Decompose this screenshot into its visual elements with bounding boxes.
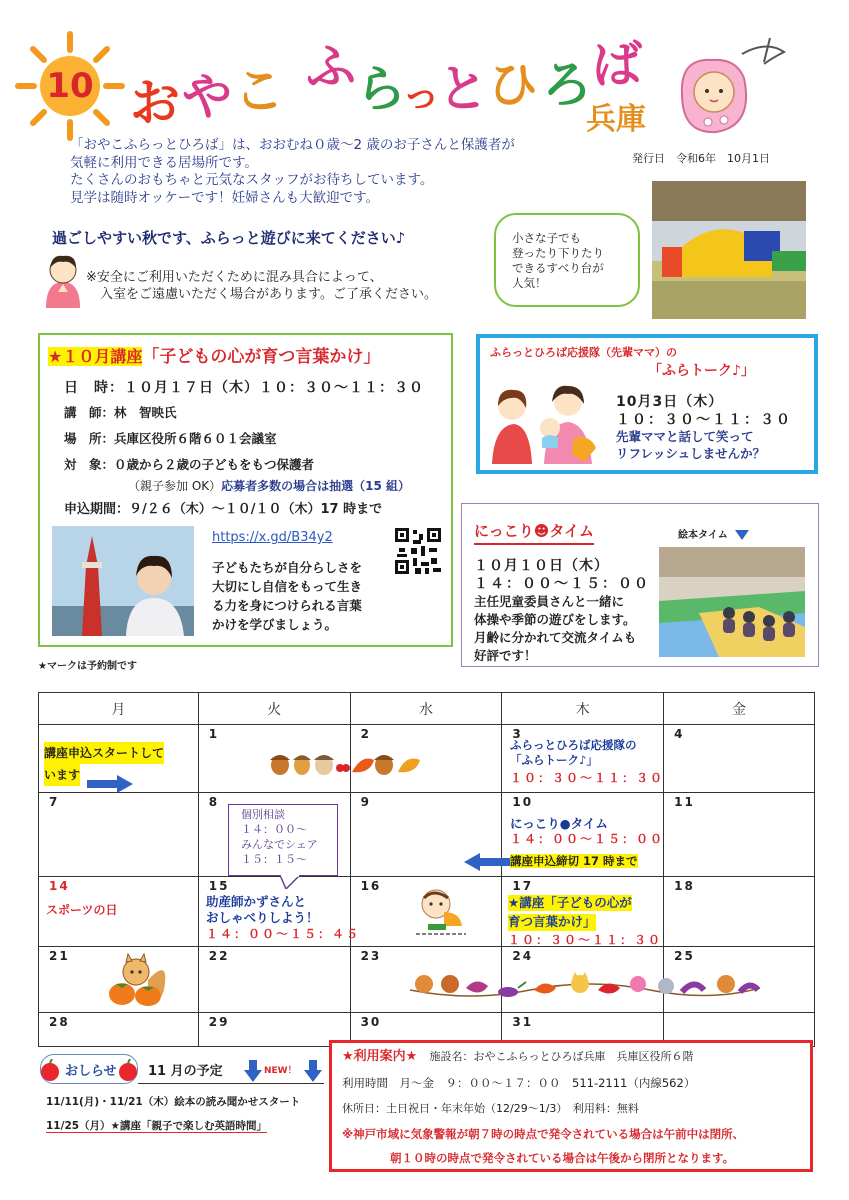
- lecture-details: [64, 376, 424, 478]
- furatalk-desc: リフレッシュしませんか？: [616, 445, 766, 461]
- event-time: １４：００〜１５：４５: [206, 926, 361, 941]
- event-time: １０：３０〜１１：３０: [508, 932, 663, 947]
- day-number: 8: [208, 795, 220, 809]
- day-number: 7: [49, 795, 60, 809]
- furatalk-details: [616, 393, 792, 462]
- consult-line: １４：００〜: [241, 823, 307, 836]
- issue-date: 発行日 令和6年 10月1日: [632, 152, 770, 165]
- event-line: ふらっとひろば応援隊の: [510, 738, 637, 752]
- day-number: 17: [512, 879, 534, 893]
- issue-number: 10: [46, 66, 94, 106]
- arrow-down-icon: [244, 1060, 262, 1082]
- lecture-speaker: 講 師：林 智映氏: [64, 405, 177, 420]
- nikkori-time: １４：００〜１５：００: [474, 576, 650, 593]
- day-number: 28: [49, 1015, 70, 1029]
- sun-icon: [14, 30, 126, 142]
- lecture-note-prefix: （親子参加 OK）: [128, 479, 222, 493]
- event-line: 育つ言葉かけ」: [508, 914, 596, 930]
- crawling-baby-icon: [414, 886, 468, 936]
- note-line: ※安全にご利用いただくために混み具合によって、: [86, 270, 383, 285]
- new-badge: NEW！: [264, 1066, 297, 1076]
- notice-title: 11 月の予定: [148, 1064, 223, 1079]
- nikkori-date: １０月１０日（木）: [474, 558, 609, 574]
- lecture-datetime: 日 時：１０月１７日（木）１０：３０〜１１：３０: [64, 380, 424, 396]
- usage-closed: 休所日：土日祝日・年末年始（12/29〜1/3） 利用料：無料: [342, 1102, 639, 1115]
- day-number: 24: [512, 949, 534, 963]
- calendar-cell: [198, 947, 350, 1013]
- note-line: 入室をご遠慮いただく場合があります。ご了承ください。: [100, 286, 437, 302]
- day-number: 10: [512, 795, 534, 809]
- calendar-cell: [664, 877, 815, 947]
- day-number: 9: [360, 795, 371, 809]
- qr-code[interactable]: [395, 528, 441, 574]
- acorn-leaves-decoration: [266, 748, 422, 778]
- weekday-fri: 金: [664, 693, 815, 725]
- deadline-text: 講座申込締切 17 時まで: [510, 854, 638, 869]
- event-line: 助産師かずさんと: [206, 894, 307, 909]
- title-char: ろ: [542, 56, 592, 114]
- arrow-down-icon: [735, 530, 749, 540]
- slide-photo: [652, 181, 806, 319]
- calendar-cell: [664, 725, 815, 793]
- notice-badge-text: おしらせ: [65, 1064, 117, 1079]
- speaker-photo: [52, 526, 194, 636]
- title-char: ふ: [306, 38, 356, 96]
- weekday-wed: 水: [350, 693, 502, 725]
- event-line: ★講座「子どもの心が: [508, 895, 632, 910]
- day-number: 29: [208, 1015, 230, 1029]
- nikkori-photo: [659, 547, 805, 657]
- calendar-cell: [39, 1013, 199, 1047]
- notice-header: [138, 1060, 324, 1084]
- desc-line: 子どもたちが自分らしさを: [212, 560, 363, 575]
- page-title: [130, 36, 660, 140]
- day-number: 3: [512, 727, 523, 741]
- day-number: 23: [360, 949, 382, 963]
- lecture-start-note: [44, 742, 164, 786]
- day-number: 4: [674, 727, 685, 741]
- nikkori-desc: 好評です！: [474, 648, 537, 664]
- event-line: おしゃべりしよう！: [206, 910, 319, 926]
- notice-badge: [40, 1054, 138, 1084]
- intro-text: [70, 137, 515, 207]
- intro-line: 見学は随時オッケーです！妊婦さんも大歓迎です。: [70, 189, 380, 206]
- usage-hours: 利用時間 月〜金 ９：００〜１７：００ 511-2111（内線562）: [342, 1076, 696, 1090]
- day-number: 21: [49, 949, 70, 963]
- furatalk-date: 10月3日（木）: [616, 394, 724, 410]
- speech-bubble: [494, 213, 640, 307]
- usage-warning: ※神戸市域に気象警報が朝７時の時点で発令されている場合は午前中は閉所、: [342, 1127, 745, 1141]
- nikkori-desc: 体操や季節の遊びをします。: [474, 612, 636, 628]
- nikkori-event: [510, 816, 664, 848]
- desc-line: 大切にし自信をもって生き: [212, 579, 363, 594]
- picture-book-text: 絵本タイム: [678, 530, 728, 541]
- furatalk-time: １０：３０〜１１：３０: [616, 412, 792, 429]
- title-suffix: 兵庫: [586, 102, 646, 137]
- day-number: 16: [360, 879, 382, 893]
- start-line: います: [44, 764, 80, 786]
- day-number: 15: [208, 879, 230, 893]
- furatalk-label: ふらっとひろば応援隊（先輩ママ）の: [490, 346, 677, 359]
- desc-line: かけを学びましょう。: [212, 617, 338, 632]
- title-char: っ: [402, 73, 441, 117]
- callout-tail: [280, 875, 300, 889]
- stork-baby-icon: [672, 34, 792, 138]
- event-line: 「ふらトーク♪」: [510, 752, 598, 767]
- squirrel-persimmon-icon: [104, 950, 172, 1008]
- bubble-line: できるすべり台が: [512, 260, 604, 275]
- weekday-thu: 木: [502, 693, 664, 725]
- lecture-description: [212, 558, 362, 634]
- title-char: こ: [234, 62, 284, 120]
- consult-line: 個別相談: [241, 808, 285, 821]
- nikkori-details: [474, 557, 650, 665]
- consultation-callout: [228, 804, 338, 876]
- nikkori-desc: 月齢に分かれて交流タイムも: [474, 630, 637, 646]
- bubble-line: 小さな子でも: [512, 231, 581, 245]
- intro-line: たくさんのおもちゃと元気なスタッフがお待ちしています。: [70, 172, 434, 189]
- mothers-illustration: [488, 378, 598, 464]
- notice-line: 11/11(月)・11/21（木）絵本の読み聞かせスタート: [46, 1096, 301, 1108]
- day-number: 1: [208, 727, 220, 741]
- title-char: ひ: [488, 56, 538, 114]
- title-char: ら: [356, 60, 406, 118]
- furatalk-title: 「ふらトーク♪」: [648, 363, 755, 379]
- day-number: 25: [674, 949, 695, 963]
- lecture-lottery: 応募者多数の場合は抽選（15 組）: [221, 479, 411, 493]
- lecture-note: [128, 479, 410, 495]
- day-number: 11: [674, 795, 695, 809]
- consult-line: １５：１５〜: [241, 853, 307, 866]
- day-number: 22: [208, 949, 230, 963]
- furatalk-event: [510, 738, 664, 786]
- day-number: 18: [674, 879, 695, 893]
- weekday-tue: 火: [198, 693, 350, 725]
- lecture-event: [508, 892, 662, 948]
- autumn-headline: 過ごしやすい秋です、ふらっと遊びに来てください♪: [52, 229, 406, 247]
- lecture-url-link[interactable]: https://x.gd/B34y2: [212, 530, 333, 545]
- bubble-line: 登ったり下りたり: [512, 245, 604, 260]
- calendar-cell: [664, 793, 815, 877]
- holiday-label: スポーツの日: [46, 903, 118, 917]
- arrow-left-icon: [464, 853, 510, 871]
- lecture-badge: ★１０月講座: [48, 347, 143, 366]
- day-number: 2: [360, 727, 371, 741]
- event-line: にっこり●タイム: [510, 816, 608, 831]
- deadline-note: [464, 851, 638, 871]
- title-char: や: [182, 68, 232, 126]
- title-char: と: [438, 60, 488, 118]
- day-number: 30: [360, 1015, 382, 1029]
- nikkori-title: にっこり☻タイム: [474, 522, 594, 545]
- lecture-label: [48, 346, 380, 368]
- event-time: １０：３０〜１１：３０: [510, 770, 665, 785]
- lecture-venue: 場 所：兵庫区役所６階６０１会議室: [64, 431, 277, 446]
- bubble-line: 人気！: [512, 275, 547, 290]
- usage-title: ★利用案内★: [342, 1049, 418, 1064]
- consult-line: みんなでシェア: [241, 838, 318, 851]
- calendar-cell: [198, 1013, 350, 1047]
- lecture-target: 対 象：０歳から２歳の子どもをもつ保護者: [64, 457, 315, 472]
- usage-facility: 施設名：おやこふらっとひろば兵庫 兵庫区役所６階: [429, 1050, 694, 1063]
- picture-book-label: [678, 529, 749, 542]
- nikkori-desc: 主任児童委員さんと一緒に: [474, 594, 625, 610]
- furatalk-desc: 先輩ママと話して笑って: [616, 429, 754, 445]
- day-number: 31: [512, 1015, 534, 1029]
- intro-line: 「おやこふらっとひろば」は、おおむね０歳〜2 歳のお子さんと保護者が: [70, 137, 515, 153]
- event-time: １４：００〜１５：００: [510, 832, 665, 847]
- lecture-title: 「子どもの心が育つ言葉かけ」: [142, 347, 381, 367]
- lecture-period: 申込期間：９/２６（木）〜１０/１０（木）17 時まで: [64, 502, 383, 517]
- reserve-note: ★マークは予約制です: [38, 661, 137, 672]
- calendar-cell: [39, 793, 199, 877]
- autumn-garland-decoration: [410, 968, 760, 1004]
- arrow-down-icon: [304, 1060, 322, 1082]
- weekday-mon: 月: [39, 693, 199, 725]
- caution-note: [86, 270, 437, 304]
- desc-line: る力を身につけられる言葉: [212, 598, 362, 613]
- usage-warning: 朝１０時の時点で発令されている場合は午後から閉所となります。: [390, 1151, 735, 1165]
- notice-line2: 11/25（月）★講座「親子で楽しむ英語時間」: [46, 1120, 267, 1132]
- intro-line: 気軽に利用できる居場所です。: [70, 154, 258, 171]
- staff-bowing-icon: [40, 252, 86, 308]
- notice-line: [46, 1120, 267, 1134]
- usage-header: [342, 1049, 693, 1066]
- day-number: 14: [49, 879, 70, 893]
- apple-icon: [117, 1059, 139, 1081]
- apple-icon: [39, 1059, 61, 1081]
- start-line: 講座申込スタートして: [44, 742, 164, 764]
- title-char: お: [130, 74, 180, 132]
- midwife-event: [206, 894, 360, 942]
- title-char: ば: [592, 36, 642, 94]
